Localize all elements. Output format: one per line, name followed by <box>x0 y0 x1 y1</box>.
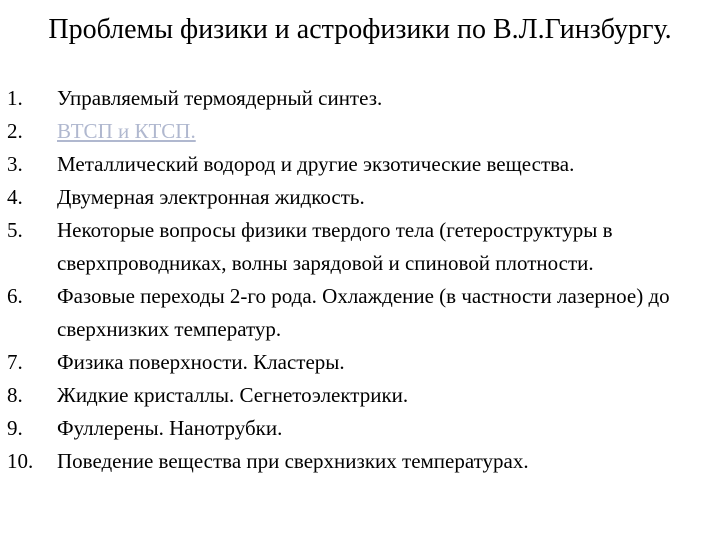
list-item-number: 3. <box>7 152 23 176</box>
list-item-link[interactable]: ВТСП и КТСП. <box>57 119 196 143</box>
list-item-number: 4. <box>7 185 23 209</box>
list-item-number: 7. <box>7 350 23 374</box>
list-item <box>7 346 697 379</box>
problem-list <box>7 82 697 478</box>
list-item <box>7 181 697 214</box>
list-item <box>7 412 697 445</box>
list-item <box>7 280 697 346</box>
list-item-number: 1. <box>7 86 23 110</box>
list-item <box>7 148 697 181</box>
list-item <box>7 445 697 478</box>
list-item <box>7 379 697 412</box>
list-item-number: 5. <box>7 218 23 242</box>
list-item-number: 9. <box>7 416 23 440</box>
list-item-number: 6. <box>7 284 23 308</box>
list-item-text: Металлический водород и другие экзотические вещества. <box>57 152 575 176</box>
list-item-text: Поведение вещества при сверхнизких температурах. <box>57 449 529 473</box>
list-item-number: 2. <box>7 119 23 143</box>
list-item-text: Некоторые вопросы физики твердого тела (гетероструктуры в сверхпроводниках, волны зарядовой и спиновой плотности. <box>57 218 613 275</box>
list-item-text: Фуллерены. Нанотрубки. <box>57 416 283 440</box>
list-item-text: Двумерная электронная жидкость. <box>57 185 365 209</box>
list-item-number: 8. <box>7 383 23 407</box>
slide-title: Проблемы физики и астрофизики по В.Л.Гинзбургу. <box>48 14 672 45</box>
list-item <box>7 115 697 148</box>
list-item-text: Жидкие кристаллы. Сегнетоэлектрики. <box>57 383 409 407</box>
list-item-text: Фазовые переходы 2-го рода. Охлаждение (в частности лазерное) до сверхнизких температур. <box>57 284 670 341</box>
list-item <box>7 214 697 280</box>
list-item-number: 10. <box>7 449 34 473</box>
list-item-text: Физика поверхности. Кластеры. <box>57 350 345 374</box>
list-item-text: Управляемый термоядерный синтез. <box>57 86 383 110</box>
list-item <box>7 82 697 115</box>
